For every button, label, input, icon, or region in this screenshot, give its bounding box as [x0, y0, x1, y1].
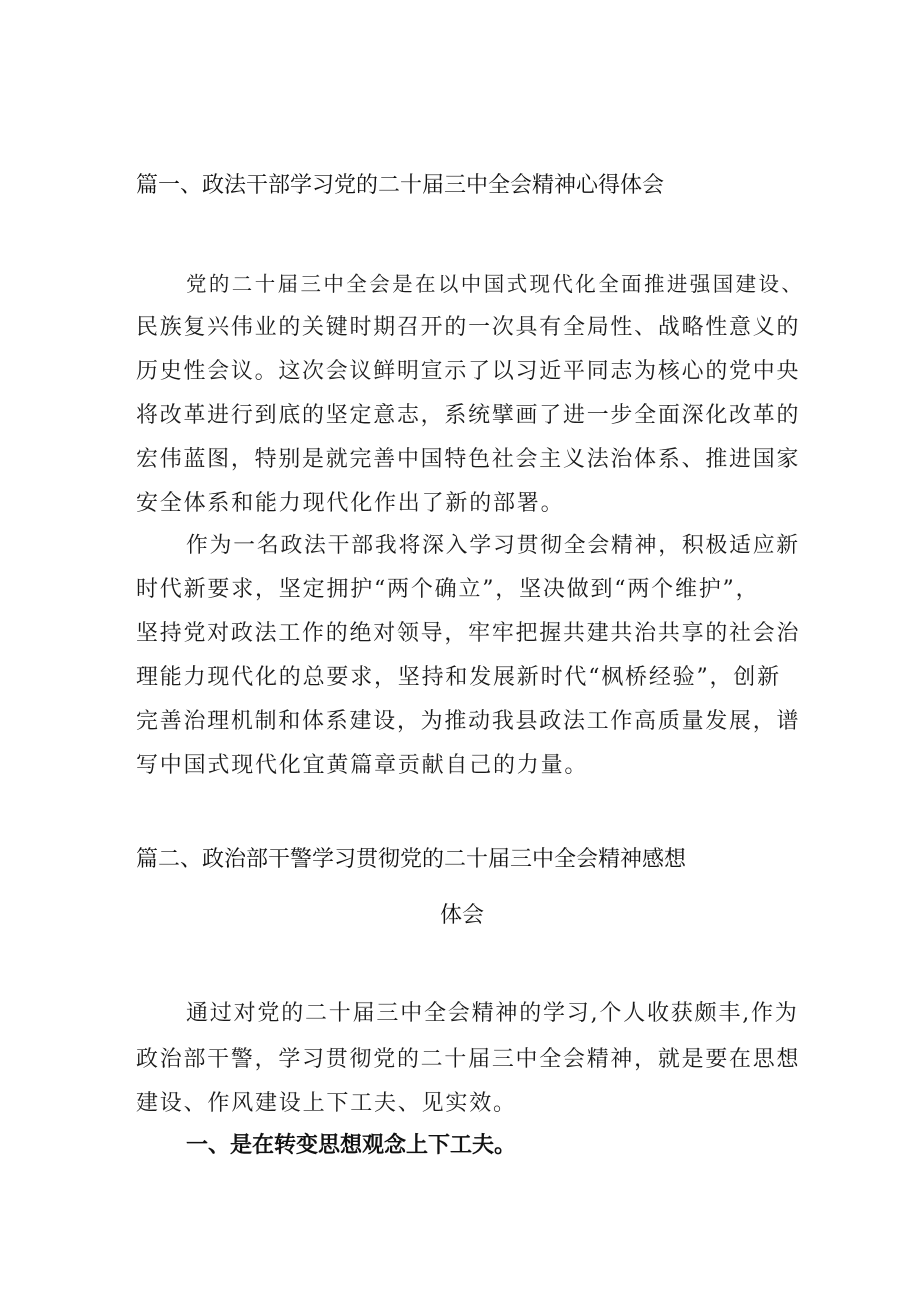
- section2-p1-line3: 建设、作风建设上下工夫、见实效。: [136, 1091, 517, 1116]
- section1-p1-line4: 将改革进行到底的坚定意志，系统擘画了进一步全面深化改革的: [136, 403, 801, 428]
- section2-p1-line1: 通过对党的二十届三中全会精神的学习,个人收获颇丰,作为: [186, 1001, 799, 1026]
- section2-subheading-1: 一、是在转变思想观念上下工夫。: [186, 1133, 517, 1158]
- section1-p1-line6: 安全体系和能力现代化作出了新的部署。: [136, 491, 565, 516]
- section1-p2-line5: 完善治理机制和体系建设，为推动我县政法工作高质量发展，谱: [136, 709, 801, 734]
- section1-p2-line2: 时代新要求，坚定拥护“两个确立”，坚决做到“两个维护”，: [136, 577, 760, 602]
- section1-p2-line1: 作为一名政法干部我将深入学习贯彻全会精神，积极适应新: [186, 533, 800, 558]
- section1-p1-line5: 宏伟蓝图，特别是就完善中国特色社会主义法治体系、推进国家: [136, 447, 801, 472]
- section2-title: 篇二、政治部干警学习贯彻党的二十届三中全会精神感想: [136, 847, 687, 872]
- section1-p2-line6: 写中国式现代化宜黄篇章贡献自己的力量。: [136, 753, 589, 778]
- section1-p2-line4: 理能力现代化的总要求，坚持和发展新时代“枫桥经验”，创新: [136, 665, 781, 690]
- section1-p1-line3: 历史性会议。这次会议鲜明宣示了以习近平同志为核心的党中央: [136, 359, 801, 384]
- section1-p1-line2: 民族复兴伟业的关键时期召开的一次具有全局性、战略性意义的: [136, 315, 801, 340]
- section2-title-continuation: 体会: [440, 903, 485, 928]
- section1-p1-line1: 党的二十届三中全会是在以中国式现代化全面推进强国建设、: [186, 272, 805, 296]
- section2-p1-line2: 政治部干警，学习贯彻党的二十届三中全会精神，就是要在思想: [136, 1047, 801, 1072]
- section1-p2-line3: 坚持党对政法工作的绝对领导，牢牢把握共建共治共享的社会治: [136, 621, 801, 646]
- section1-title: 篇一、政法干部学习党的二十届三中全会精神心得体会: [136, 173, 665, 198]
